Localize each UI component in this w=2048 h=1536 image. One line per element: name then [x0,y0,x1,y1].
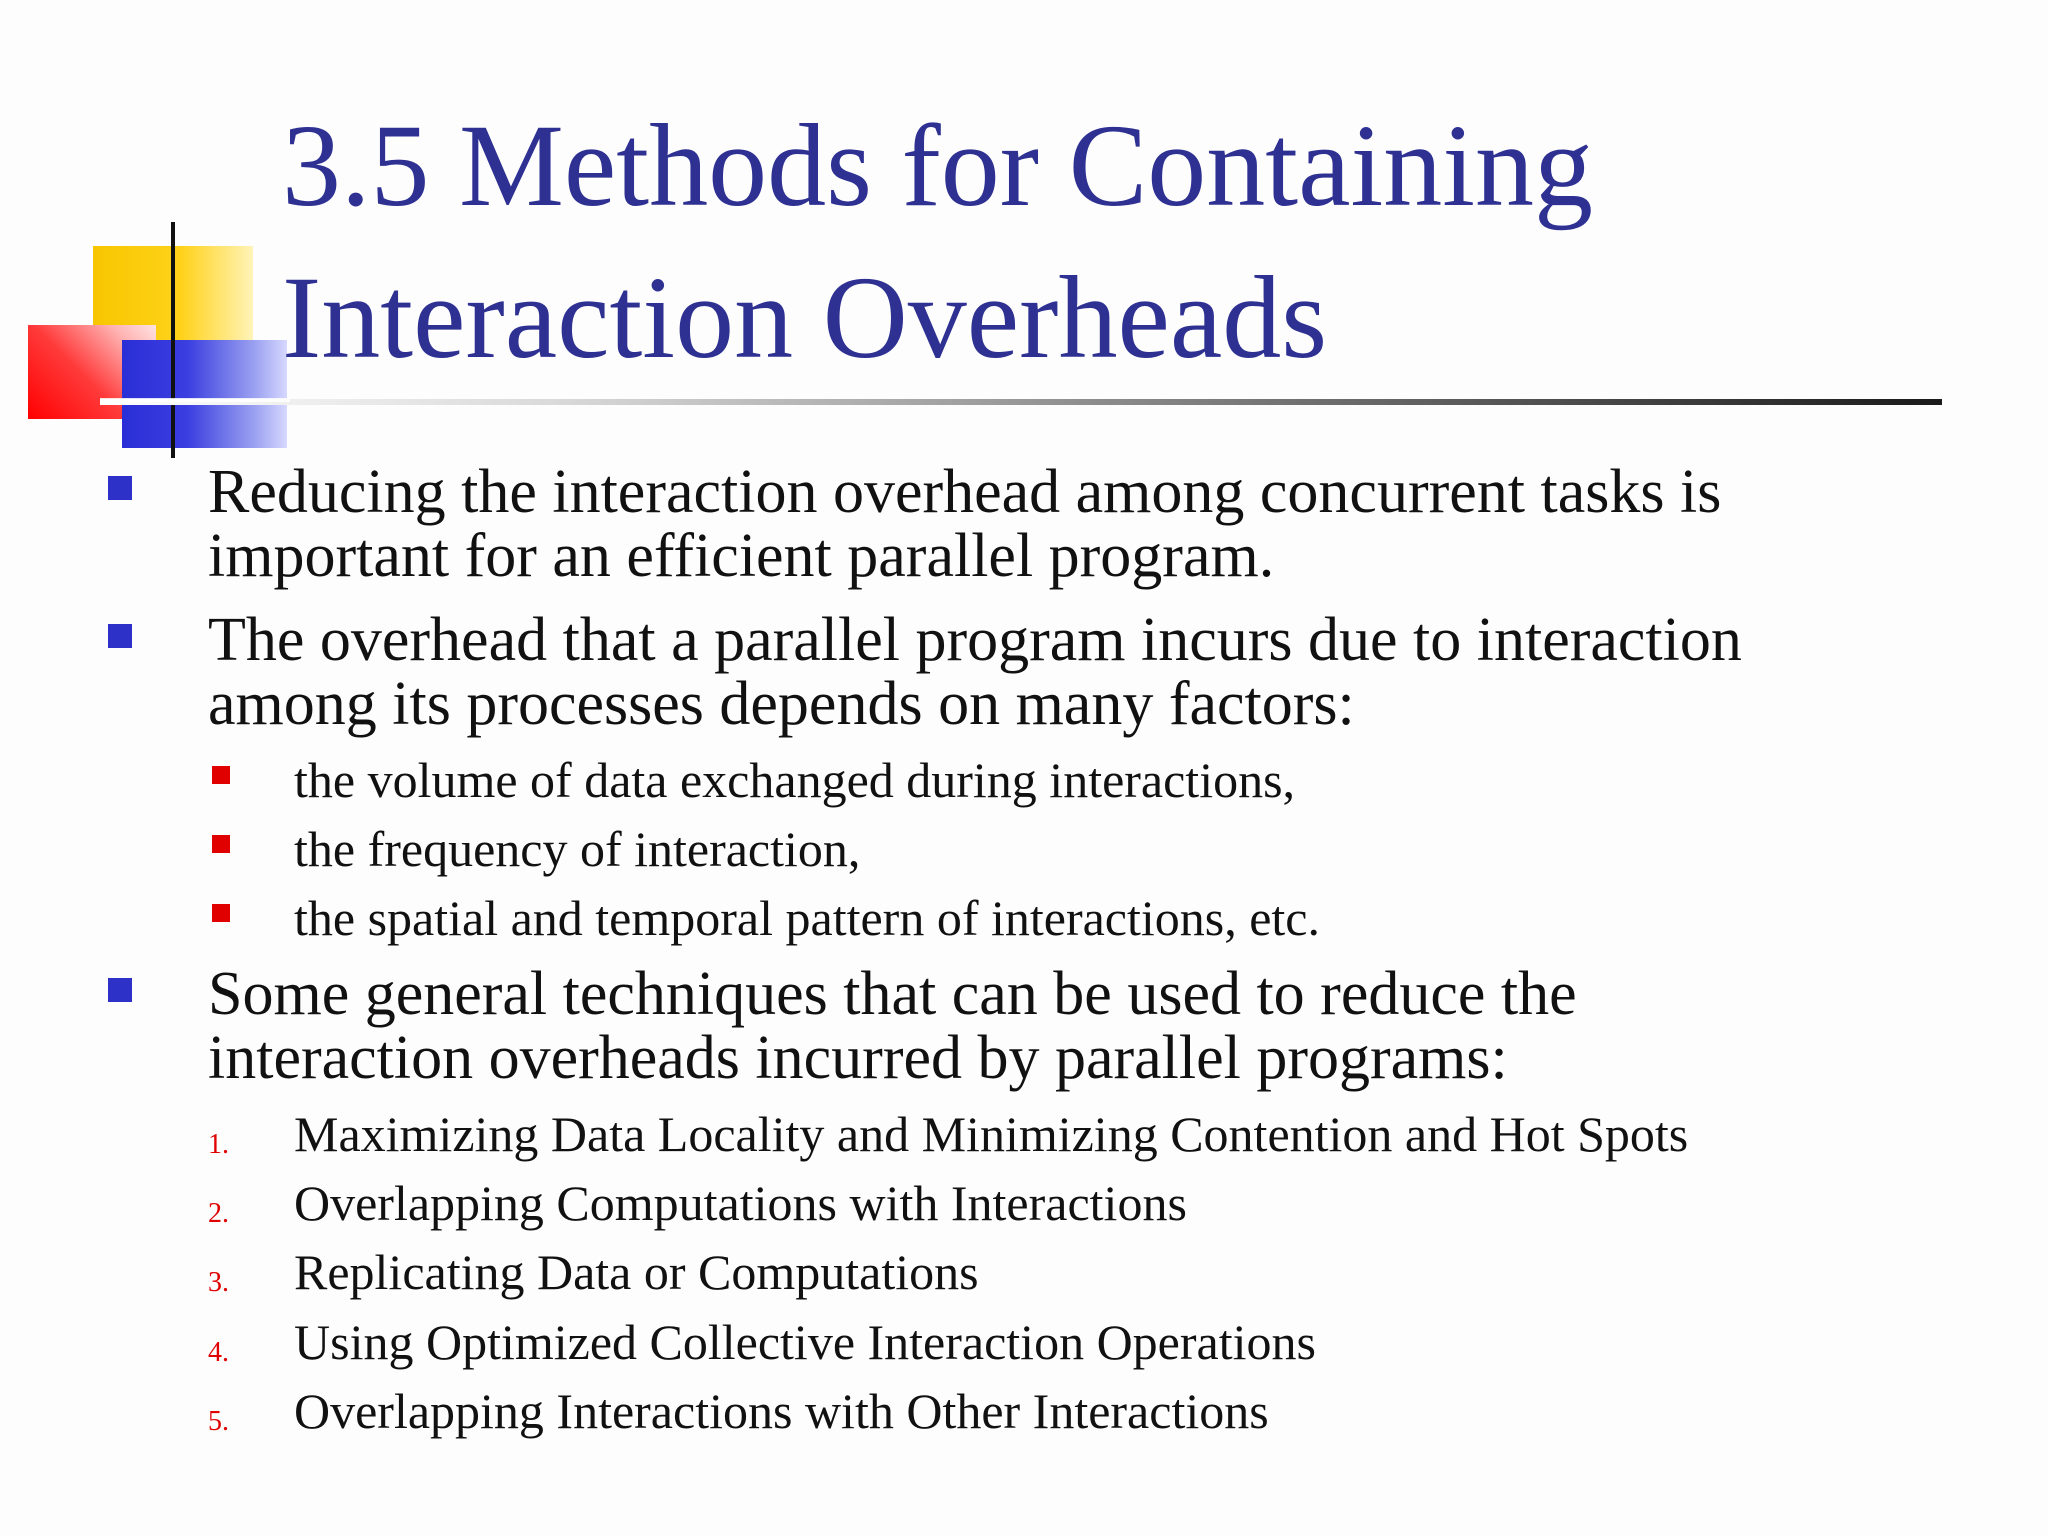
numbered-item-text: Using Optimized Collective Interaction Operations [294,1314,1316,1370]
bullet-1-line-2: important for an efficient parallel program. [208,522,1275,590]
list-number: 5. [208,1406,229,1437]
slide-title-line-2: Interaction Overheads [282,252,1328,383]
bullet-square-icon [108,978,132,1002]
bullet-1-line-1: Reducing the interaction overhead among concurrent tasks is [208,458,1722,526]
bullet-square-icon [108,624,132,648]
sub-bullet-square-icon [212,766,230,784]
slide-title-line-1: 3.5 Methods for Containing [282,100,1594,231]
bullet-3-line-2: interaction overheads incurred by parallel programs: [208,1024,1508,1092]
bullet-text-1 [208,460,1988,588]
bullet-square-icon [108,476,132,500]
list-number: 3. [208,1267,229,1298]
list-number: 2. [208,1198,229,1229]
bullet-text-2 [208,608,1988,736]
numbered-item-text: Maximizing Data Locality and Minimizing Contention and Hot Spots [294,1106,1689,1162]
bullet-2-line-1: The overhead that a parallel program incurs due to interaction [208,606,1742,674]
list-number: 1. [208,1129,229,1160]
sub-bullet-text: the volume of data exchanged during interactions, [294,752,1296,808]
list-number: 4. [208,1337,229,1368]
sub-bullet-square-icon [212,904,230,922]
bullet-3-line-1: Some general techniques that can be used to reduce the [208,960,1577,1028]
numbered-item-text: Replicating Data or Computations [294,1244,979,1300]
sub-bullet-text: the frequency of interaction, [294,821,861,877]
numbered-item-text: Overlapping Computations with Interactions [294,1175,1187,1231]
bullet-text-3 [208,962,1988,1090]
bullet-2-line-2: among its processes depends on many factors: [208,670,1355,738]
sub-bullet-square-icon [212,835,230,853]
sub-bullet-text: the spatial and temporal pattern of interactions, etc. [294,890,1321,946]
numbered-item-text: Overlapping Interactions with Other Interactions [294,1383,1269,1439]
